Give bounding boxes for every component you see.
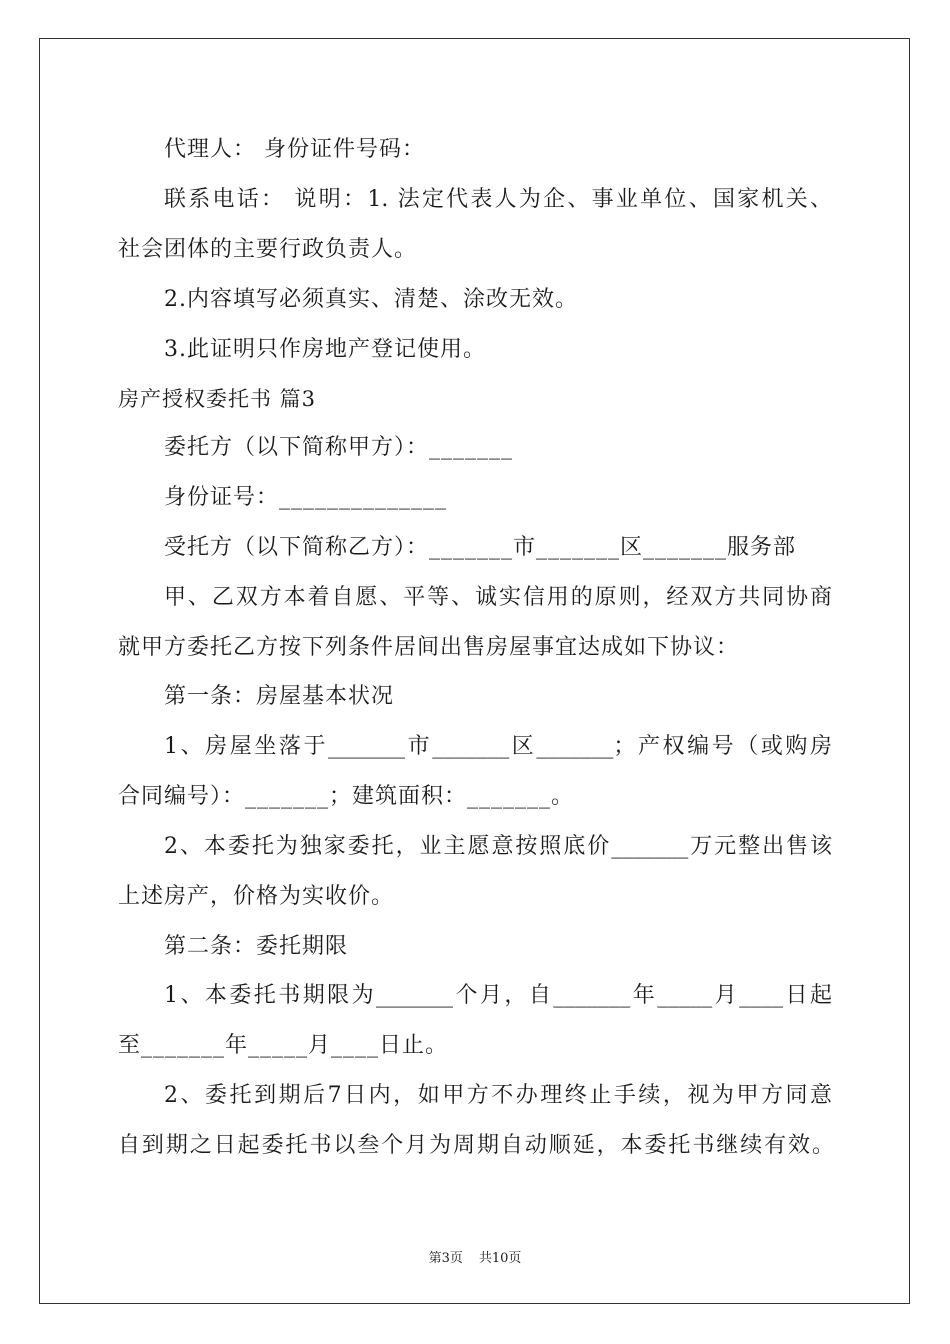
text-line: 2、委托到期后7日内，如甲方不办理终止手续，视为甲方同意 [164, 1083, 832, 1108]
page-frame [39, 38, 910, 1304]
text-line: 2、本委托为独家委托，业主愿意按照底价_______万元整出售该 [164, 834, 832, 859]
text-line: 代理人： 身份证件号码： [164, 137, 425, 162]
text-line: 身份证号：______________ [164, 485, 448, 510]
text-line: 1、本委托书期限为_______个月，自_______年_____月____日起 [164, 983, 832, 1008]
total-pages: 共10页 [478, 1251, 522, 1266]
text-line: 合同编号）：_______；建筑面积：_______。 [118, 784, 575, 809]
text-line: 上述房产，价格为实收价。 [118, 884, 395, 909]
article-heading: 第二条：委托期限 [164, 934, 349, 959]
text-line: 甲、乙双方本着自愿、平等、诚实信用的原则，经双方共同协商 [164, 585, 832, 610]
section-heading: 房产授权委托书 篇3 [118, 387, 317, 411]
page-footer [0, 1247, 950, 1266]
text-line: 受托方（以下简称乙方）：_______市_______区_______服务部 [164, 535, 797, 560]
text-line: 至_______年_____月____日止。 [118, 1033, 449, 1058]
text-line: 2.内容填写必须真实、清楚、涂改无效。 [164, 287, 578, 312]
text-line: 就甲方委托乙方按下列条件居间出售房屋事宜达成如下协议： [118, 635, 740, 660]
article-heading: 第一条：房屋基本状况 [164, 684, 395, 709]
text-line: 1、房屋坐落于_______市_______区_______；产权编号（或购房 [164, 734, 832, 759]
text-line: 委托方（以下简称甲方）：_______ [164, 435, 514, 460]
page-number: 第3页 [428, 1251, 463, 1266]
text-line: 3.此证明只作房地产登记使用。 [164, 337, 486, 362]
text-line: 自到期之日起委托书以叁个月为周期自动顺延，本委托书继续有效。 [118, 1133, 834, 1158]
text-line: 联系电话： 说明：1. 法定代表人为企、事业单位、国家机关、 [164, 187, 832, 212]
text-line: 社会团体的主要行政负责人。 [118, 237, 418, 262]
